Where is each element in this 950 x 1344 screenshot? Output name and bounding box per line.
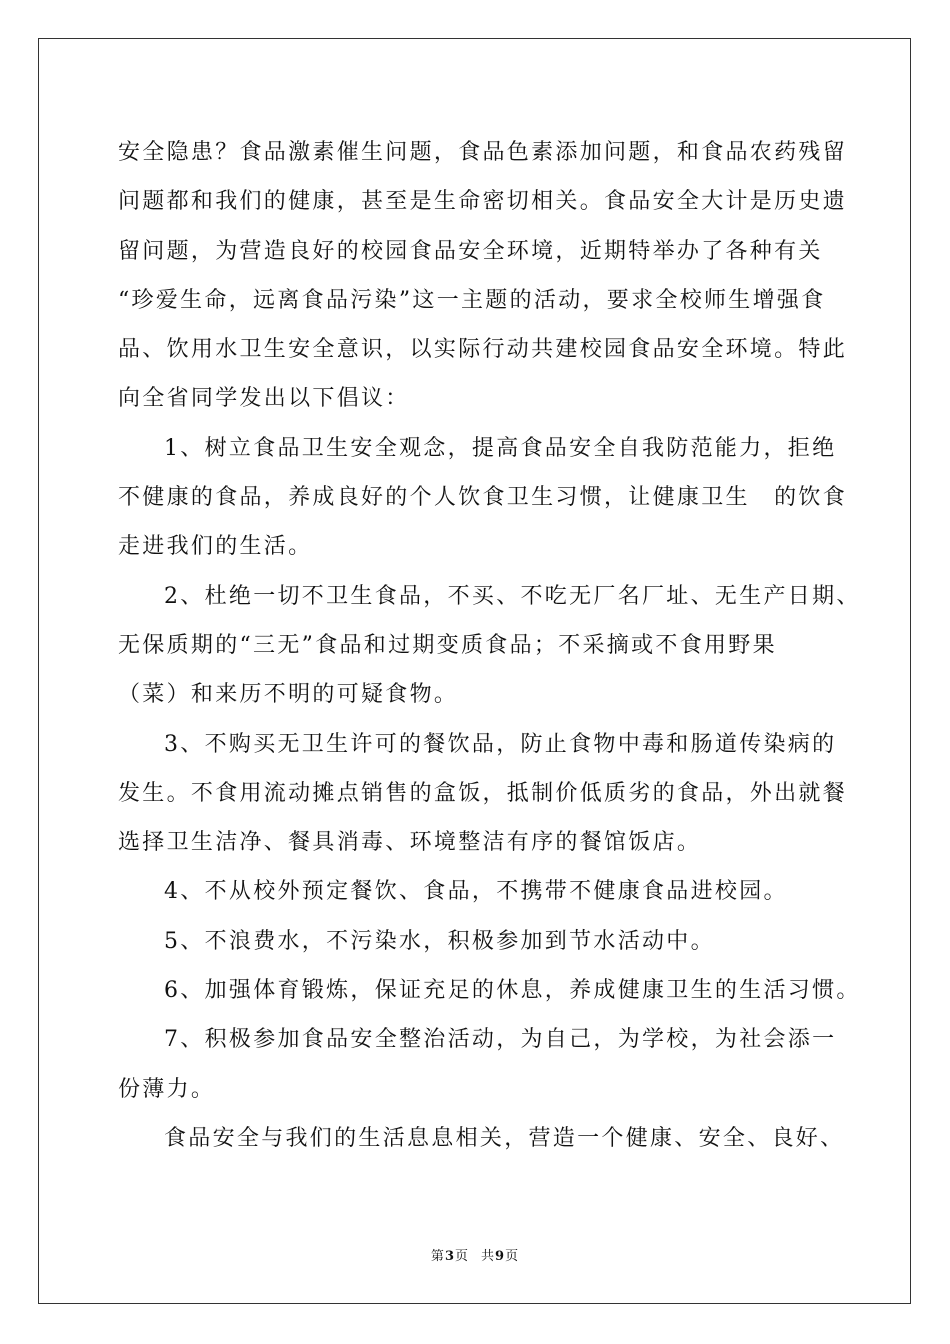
text-line: 问题都和我们的健康，甚至是生命密切相关。食品安全大计是历史遗	[118, 189, 848, 215]
document-body	[118, 128, 861, 1163]
text-line: 份薄力。	[118, 1076, 216, 1102]
page-footer	[0, 1245, 950, 1264]
footer-page-prefix: 第	[430, 1249, 445, 1264]
text-line: 发生。不食用流动摊点销售的盒饭，抵制价低质劣的食品，外出就餐	[118, 780, 848, 806]
text-line: 7、积极参加食品安全整治活动，为自己，为学校，为社会添一	[164, 1027, 837, 1053]
footer-page-number: 3	[444, 1249, 455, 1264]
text-line: 无保质期的“三无”食品和过期变质食品；不采摘或不食用野果	[118, 632, 777, 658]
text-line: 4、不从校外预定餐饮、食品，不携带不健康食品进校园。	[164, 879, 788, 905]
text-line: “珍爱生命，远离食品污染”这一主题的活动，要求全校师生增强食	[118, 287, 826, 313]
text-line: 2、杜绝一切不卫生食品，不买、不吃无厂名厂址、无生产日期、	[164, 583, 861, 609]
text-line: 6、加强体育锻炼，保证充足的休息，养成健康卫生的生活习惯。	[164, 978, 861, 1004]
text-line: （菜）和来历不明的可疑食物。	[118, 682, 459, 708]
text-line: 选择卫生洁净、餐具消毒、环境整洁有序的餐馆饭店。	[118, 830, 702, 856]
text-line: 品、饮用水卫生安全意识，以实际行动共建校园食品安全环境。特此	[118, 337, 848, 363]
text-line: 食品安全与我们的生活息息相关，营造一个健康、安全、良好、	[164, 1125, 845, 1151]
text-line: 安全隐患？食品激素催生问题，食品色素添加问题，和食品农药残留	[118, 140, 848, 165]
text-line: 3、不购买无卫生许可的餐饮品，防止食物中毒和肠道传染病的	[164, 731, 837, 757]
text-line: 不健康的食品，养成良好的个人饮食卫生习惯，让健康卫生 的饮食	[118, 485, 848, 511]
text-line: 走进我们的生活。	[118, 534, 313, 560]
text-line: 留问题，为营造良好的校园食品安全环境，近期特举办了各种有关	[118, 238, 823, 264]
footer-page-suffix: 页	[454, 1249, 469, 1264]
footer-total-suffix: 页	[505, 1249, 520, 1264]
footer-total-prefix: 共	[481, 1249, 496, 1264]
text-line: 5、不浪费水，不污染水，积极参加到节水活动中。	[164, 928, 715, 954]
footer-total-pages: 9	[495, 1249, 506, 1264]
text-line: 1、树立食品卫生安全观念，提高食品安全自我防范能力，拒绝	[164, 435, 837, 461]
text-line: 向全省同学发出以下倡议：	[118, 386, 410, 412]
